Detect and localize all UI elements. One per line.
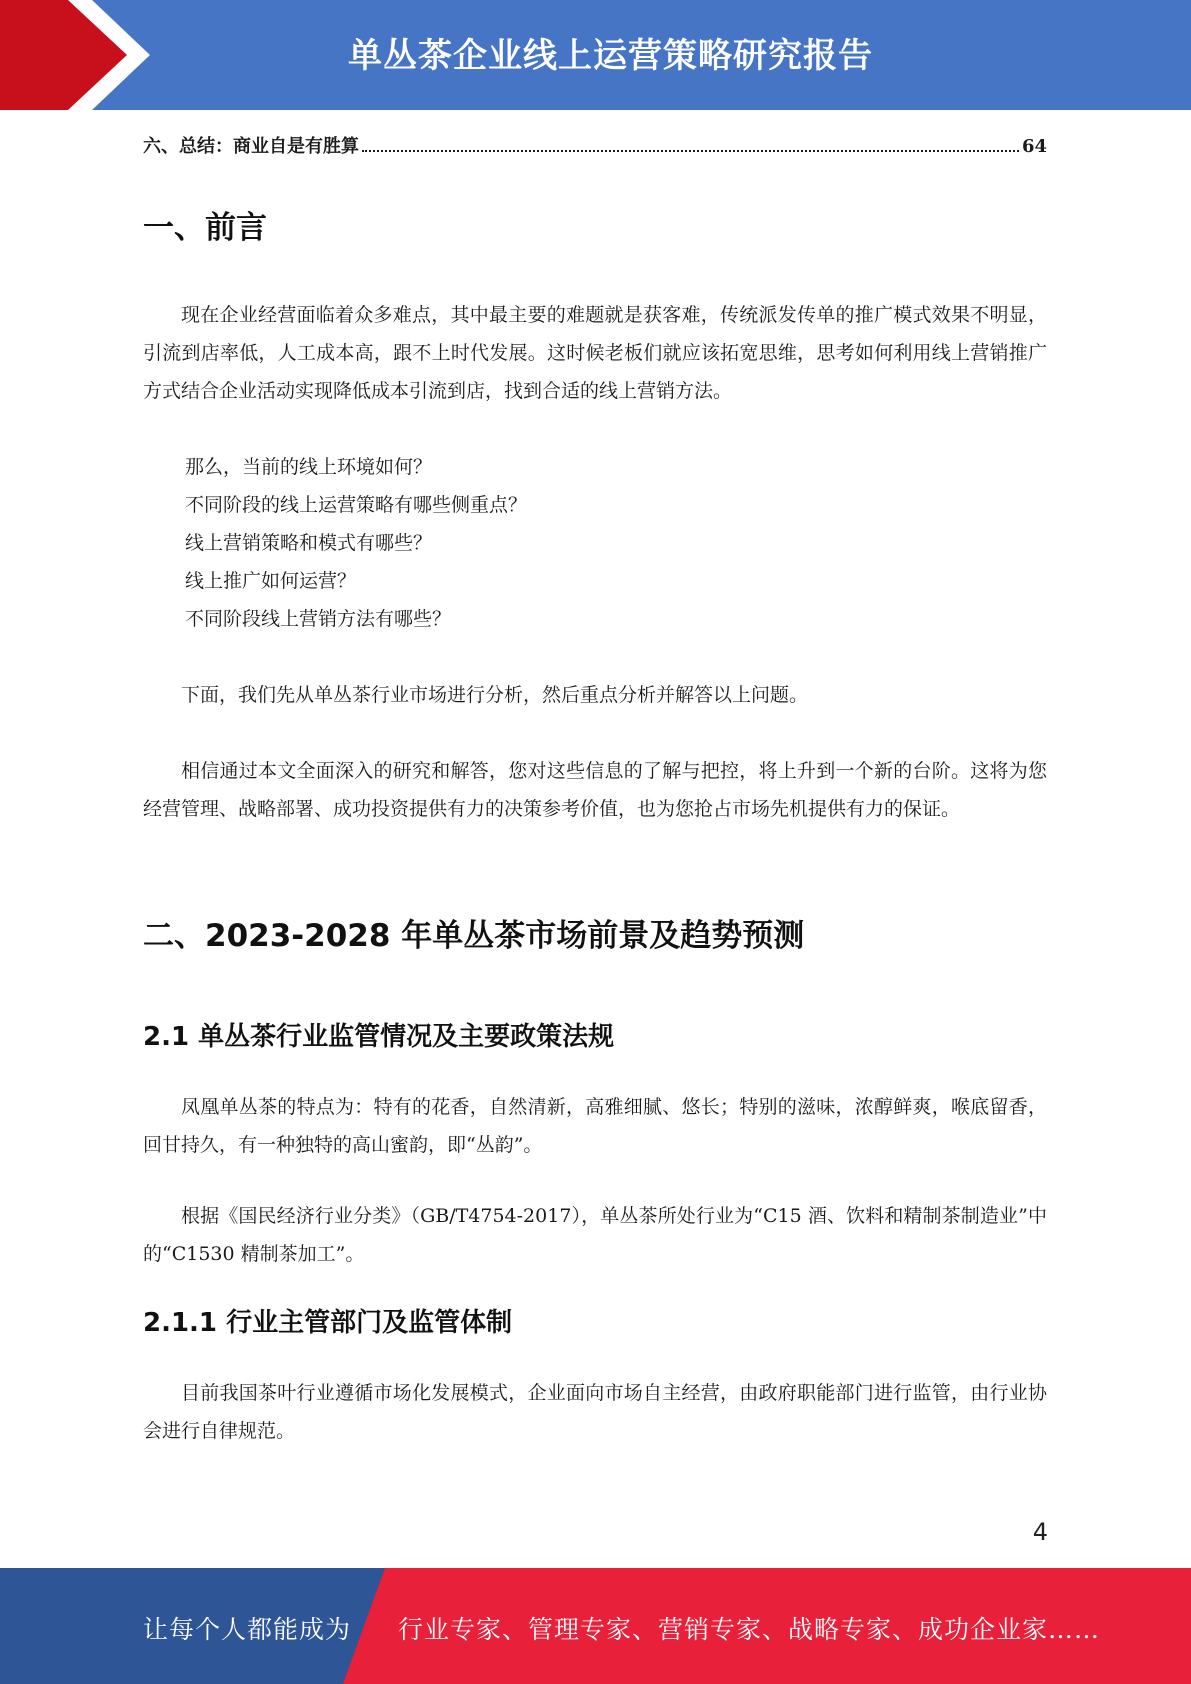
question-item: 不同阶段的线上运营策略有哪些侧重点？ [185,494,528,516]
report-title: 单丛茶企业线上运营策略研究报告 [348,36,873,76]
toc-entry-page: 64 [1021,136,1047,157]
subsection-heading-2-1: 2.1 单丛茶行业监管情况及主要政策法规 [143,1022,615,1052]
regulation-paragraph: 目前我国茶叶行业遵循市场化发展模式，企业面向市场自主经营，由政府职能部门进行监管，由行业协会进行自律规范。 [143,1382,1047,1442]
toc-entry-label: 六、总结：商业自是有胜算 [143,136,359,157]
toc-leader-dots [362,149,1019,152]
subsection-heading-2-1-1: 2.1.1 行业主管部门及监管体制 [143,1308,513,1338]
toc-entry[interactable] [143,132,1047,158]
intro-paragraph-3: 相信通过本文全面深入的研究和解答，您对这些信息的了解与把控，将上升到一个新的台阶。这将为您经营管理、战略部署、成功投资提供有力的决策参考价值，也为您抢占市场先机提供有力的保证。 [143,760,1047,820]
intro-paragraph-1: 现在企业经营面临着众多难点，其中最主要的难题就是获客难，传统派发传单的推广模式效果不明显，引流到店率低，人工成本高，跟不上时代发展。这时候老板们就应该拓宽思维，思考如何利用线上营销推广方式结合企业活动实现降低成本引流到店，找到合适的线上营销方法。 [143,304,1047,402]
section-heading-intro: 一、前言 [143,210,267,246]
market-paragraph-2: 根据《国民经济行业分类》（GB/T4754-2017），单丛茶所处行业为“C15 酒、饮料和精制茶制造业”中的“C1530 精制茶加工”。 [143,1205,1047,1265]
page-header [0,0,1191,110]
question-item: 不同阶段线上营销方法有哪些？ [185,608,452,630]
footer-slogan-left: 让每个人都能成为 [143,1615,352,1644]
footer-slogan-right: 行业专家、管理专家、营销专家、战略专家、成功企业家…… [398,1615,1101,1644]
market-paragraph-1: 凤凰单丛茶的特点为：特有的花香，自然清新，高雅细腻、悠长；特别的滋味，浓醇鲜爽，喉底留香，回甘持久，有一种独特的高山蜜韵，即“丛韵”。 [143,1096,1047,1156]
question-item: 线上营销策略和模式有哪些？ [185,532,433,554]
section-heading-market: 二、2023-2028 年单丛茶市场前景及趋势预测 [143,918,805,954]
question-item: 那么，当前的线上环境如何？ [185,456,433,478]
page-footer [0,1568,1191,1684]
intro-paragraph-2: 下面，我们先从单丛茶行业市场进行分析，然后重点分析并解答以上问题。 [181,684,809,706]
question-item: 线上推广如何运营？ [185,570,357,592]
page-number: 4 [1032,1518,1048,1546]
